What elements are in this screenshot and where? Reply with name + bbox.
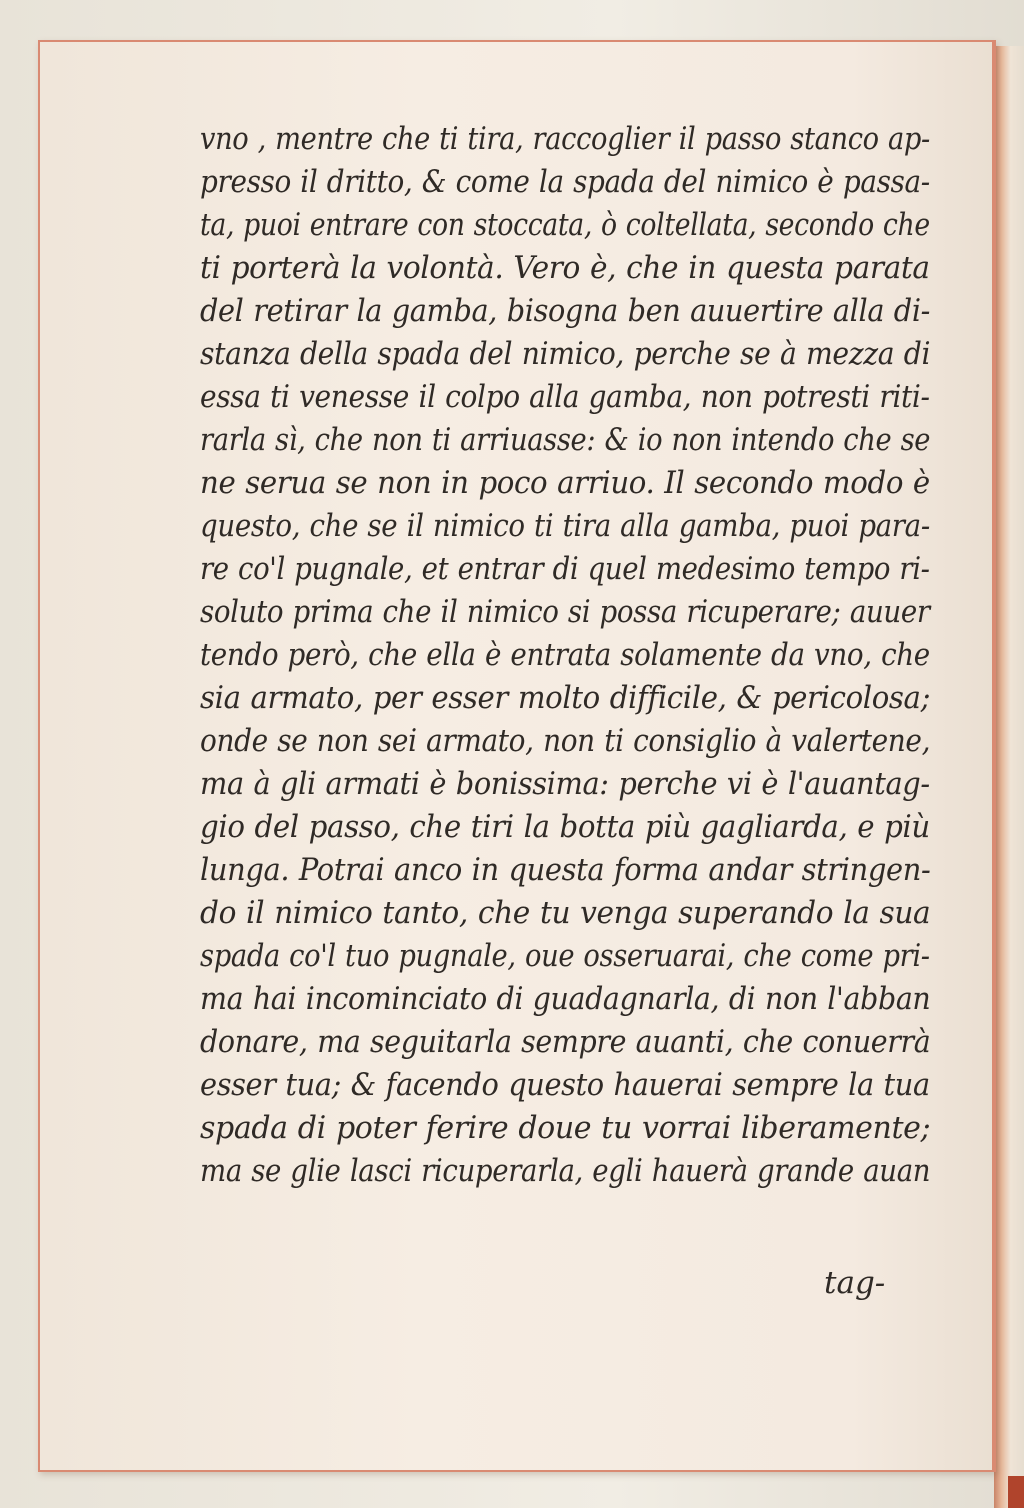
catchword: tag-	[824, 1265, 886, 1301]
text-line: questo, che se il nimico ti tira alla gamba, puoi para-	[200, 508, 930, 544]
text-line: esser tua; & facendo questo hauerai sempre la tua	[200, 1067, 930, 1103]
text-line: do il nimico tanto, che tu venga superando la sua	[200, 895, 931, 931]
text-line: onde se non sei armato, non ti consiglio à valertene,	[200, 723, 931, 759]
text-line: ma à gli armati è bonissima: perche vi è l'auantag-	[200, 766, 930, 802]
text-line: rarla sì, che non ti arriuasse: & io non intendo che se	[200, 422, 931, 458]
text-line: donare, ma seguitarla sempre auanti, che conuerrà	[200, 1024, 931, 1060]
text-line: gio del passo, che tiri la botta più gagliarda, e più	[200, 809, 930, 845]
text-line: del retirar la gamba, bisogna ben auuertire alla di-	[200, 293, 931, 329]
text-line: sia armato, per esser molto difficile, & pericolosa;	[200, 680, 931, 716]
text-line: tendo però, che ella è entrata solamente da vno, che	[200, 637, 930, 673]
text-line: re co'l pugnale, et entrar di quel medesimo tempo ri-	[200, 551, 930, 587]
text-line: vno , mentre che ti tira, raccoglier il passo stanco ap-	[200, 121, 930, 157]
text-line: ti porterà la volontà. Vero è, che in questa parata	[200, 250, 930, 286]
page-edge	[994, 46, 1024, 1508]
text-line: ma se glie lasci ricuperarla, egli hauerà grande auan	[200, 1153, 931, 1189]
text-line: ta, puoi entrare con stoccata, ò coltellata, secondo che	[200, 207, 930, 243]
text-line: spada di poter ferire doue tu vorrai liberamente;	[200, 1110, 931, 1146]
text-line: spada co'l tuo pugnale, oue osseruarai, che come pri-	[200, 938, 930, 974]
body-text	[200, 118, 940, 1193]
text-line: essa ti venesse il colpo alla gamba, non potresti riti-	[200, 379, 930, 415]
text-line: ma hai incominciato di guadagnarla, di non l'abban	[200, 981, 931, 1017]
text-line: stanza della spada del nimico, perche se à mezza di	[200, 336, 931, 372]
text-line: lunga. Potrai anco in questa forma andar stringen-	[200, 852, 931, 888]
text-line: soluto prima che il nimico si possa ricuperare; auuer	[200, 594, 930, 630]
text-line: ne serua se non in poco arriuo. Il secondo modo è	[200, 465, 930, 501]
ribbon-marker	[1008, 1476, 1024, 1508]
text-line: presso il dritto, & come la spada del nimico è passa-	[200, 164, 930, 200]
